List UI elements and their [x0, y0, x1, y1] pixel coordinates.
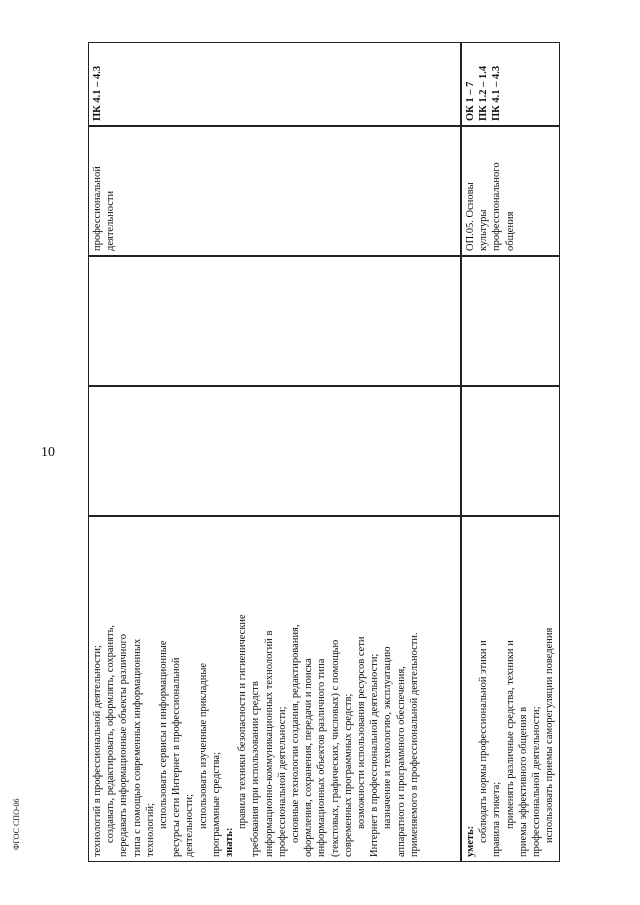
competency-line: применяемого в профессиональной деятельности.: [408, 632, 420, 857]
competency-line: правила этикета;: [491, 781, 503, 857]
competency-line: современных программных средств;: [342, 693, 354, 857]
competency-line: профессиональной деятельности;: [531, 706, 543, 857]
competency-line: профессиональной деятельности;: [276, 706, 288, 857]
competency-code: ПК 4.1 – 4.3: [491, 65, 502, 121]
competency-line: знать:: [224, 827, 236, 857]
codes-cell-row2: [461, 42, 560, 126]
competencies-cell-row1: [88, 516, 461, 862]
competency-line: деятельности;: [184, 793, 196, 857]
competency-line: назначение и технологию, эксплуатацию: [382, 646, 394, 829]
page-number: 10: [41, 445, 55, 460]
competency-line: использовать приемы саморегуляции поведения: [544, 627, 556, 843]
competency-line: ресурсы сети Интернет в профессиональной: [171, 657, 183, 857]
competency-line: основные технологии создания, редактирования,: [290, 624, 302, 843]
competency-line: соблюдать нормы профессиональной этики и: [478, 640, 490, 843]
competency-line: информационных объектов различного типа: [316, 658, 328, 857]
empty-cell: [88, 256, 461, 386]
competency-line: создавать, редактировать, оформлять, сохранять,: [105, 625, 117, 843]
empty-cell: [88, 386, 461, 516]
discipline-line: профессионального: [491, 162, 503, 251]
discipline-line: общения: [504, 211, 516, 251]
standards-table: [88, 42, 560, 862]
competency-line: информационно-коммуникационных технологий в: [263, 630, 275, 857]
footer-code: ФГОС СПО-06: [12, 798, 21, 850]
competencies-cell-row2: [461, 516, 560, 862]
competency-line: уметь:: [465, 825, 476, 857]
competency-line: использовать изученные прикладные: [197, 662, 209, 829]
empty-cell: [461, 256, 560, 386]
competency-line: передавать информационные объекты различного: [118, 634, 130, 857]
competency-line: оформления, сохранения, передачи и поиска: [303, 658, 315, 857]
competency-line: использовать сервисы и информационные: [158, 640, 170, 829]
competency-code: ПК 1.2 – 1.4: [478, 65, 489, 121]
competency-line: возможности использования ресурсов сети: [356, 636, 368, 829]
discipline-line: деятельности: [105, 190, 117, 251]
competency-line: технологий в профессиональной деятельности;: [92, 645, 103, 857]
discipline-cell-row1: [88, 126, 461, 256]
competency-line: программные средства;: [210, 751, 222, 857]
discipline-cell-row2: [461, 126, 560, 256]
competency-line: применять различные средства, техники и: [504, 640, 516, 829]
competency-line: технологий;: [144, 802, 156, 857]
codes-cell-row1: [88, 42, 461, 126]
competency-line: аппаратного и программного обеспечения,: [395, 666, 407, 857]
competency-line: приемы эффективного общения в: [517, 706, 529, 857]
competency-line: правила техники безопасности и гигиенические: [237, 614, 249, 829]
competency-line: (текстовых, графических, числовых) с помощью: [329, 639, 341, 857]
empty-cell: [461, 386, 560, 516]
discipline-line: культуры: [478, 209, 490, 251]
competency-code: ОК 1 – 7: [465, 81, 476, 121]
discipline-line: ОП.05. Основы: [465, 182, 476, 251]
competency-line: типа с помощью современных информационных: [131, 638, 143, 857]
competency-line: Интернет в профессиональной деятельности;: [369, 653, 381, 857]
discipline-line: профессиональной: [92, 166, 103, 251]
competency-code: ПК 4.1 – 4.3: [92, 65, 103, 121]
competency-line: требования при использовании средств: [250, 681, 262, 857]
